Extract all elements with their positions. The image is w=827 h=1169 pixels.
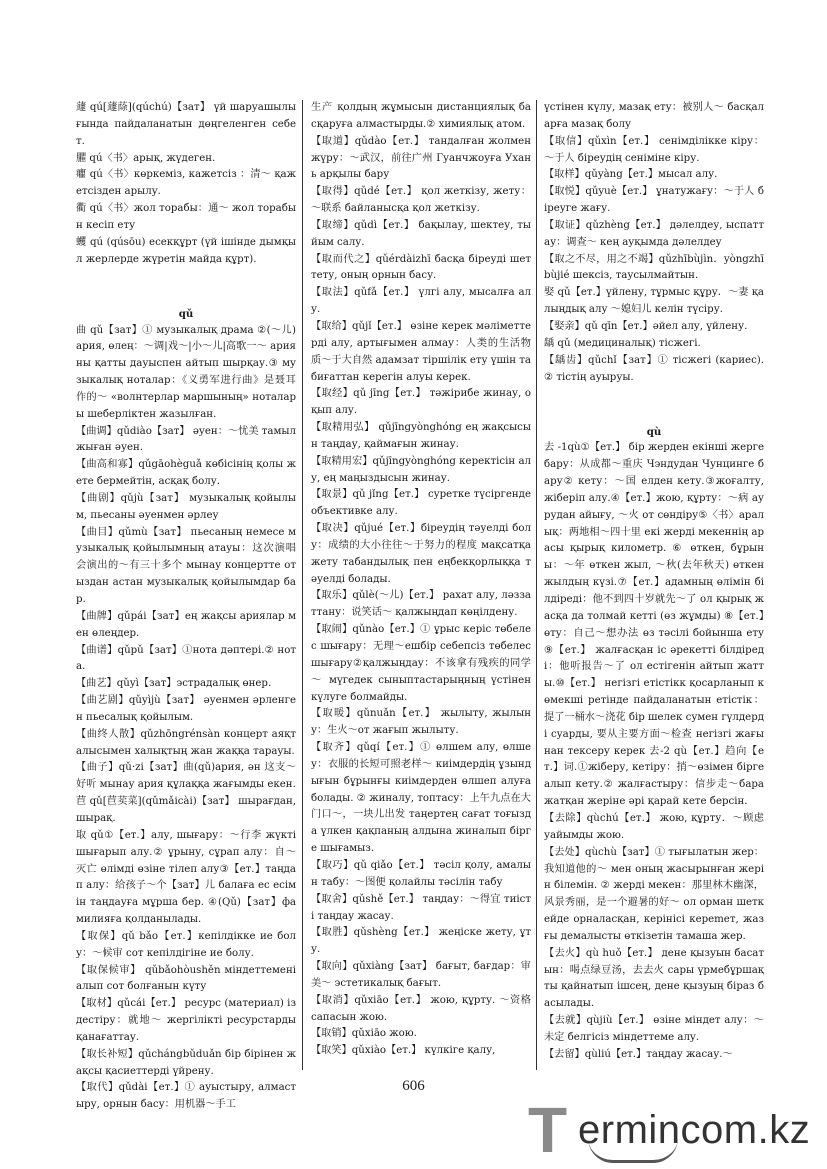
dictionary-entry: 【去处】qùchù【зат】① тығылатын жер：我知道他的～ мен оның жасырынған жерін білемін. ② жерді мекен：那里林木幽深，风景秀丽，是一个避暑的好～ ол орман шеткейде орналасқан, керінісі кереmет, жазғы демалысты өткізетін тамаша жер. [544, 846, 764, 942]
dictionary-entry: 【去除】qùchú【ет.】 жою, құрту．～顾虑 уайымды жою. [544, 812, 764, 841]
dictionary-entry: 【曲终人散】qǔzhōngrénsàn концерт аяқталысымен халықтың жан жаққа тарауы. [76, 728, 296, 757]
dictionary-entry: 【取舍】qǔshě【ет.】 таңдау：～得宜 тиісті таңдау жасау. [311, 893, 531, 922]
logo-swoosh [588, 1138, 678, 1163]
spacer [544, 397, 764, 414]
dictionary-entry: 【取之不尽，用之不竭】qǔzhībùjìn．yòngzhībùjié шексіз, таусылмайтын. [544, 253, 764, 282]
dictionary-entry: 【娶亲】qǔ qīn【ет.】әйел алу, үйлену. [544, 320, 748, 332]
page-number: 606 [402, 1078, 425, 1094]
dictionary-entry: 【取保候审】 qǔbǎohòushěn міндеттемені алып сот болғанын күту [76, 964, 296, 993]
dictionary-entry: 癯 qú〈书〉көркеміз, кажетсіз ：清～ қажетсізден арылу. [76, 169, 296, 198]
dictionary-entry: 【取向】qǔxiàng【зат】 бағыт, бағдар：审美～ эстетикалық бағыт. [311, 961, 531, 989]
dictionary-entry: 【取材】qǔcái【ет.】 ресурс (материал) іздестіру：就地～ жергілікті ресурстарды қанағаттау. [76, 998, 296, 1043]
dictionary-entry: 娶 qǔ【ет.】үйлену, тұрмыс құру．～妻 қалыңдық алу ～媳妇儿 келін түсіру. [544, 287, 764, 316]
dictionary-entry: үстінен күлу, мазақ ету：被别人～ басқаларға мазақ болу [544, 102, 764, 130]
column-divider [536, 100, 537, 1070]
dictionary-entry: 苣 qǔ[苣荬菜](qǔmǎicài)【зат】 шырағдан, шырақ. [76, 796, 296, 824]
dictionary-entry: 【曲目】qǔmù【зат】 пьесаның немесе музыкалық қойылымның атауы：这次演唱会演出的～有三十多个 мынау концертте отыздан астан музыкалық қойылымдар бар. [76, 526, 296, 605]
dictionary-entry: 曲 qǔ【зат】① музыкалық драма ②(～儿) ария, өлең：～调|戏～|小～儿|高歌一～ арияны қатты дауыспен айтып шырқау.③ музыкалық ноталар：《义勇军进行曲》是聂耳作的～ «волнтерлар маршының» ноталары шеберліктен жазылған. [76, 324, 296, 420]
dictionary-entry: 【取缔】qǔdì【ет.】 бақылау, шектеу, тыйым салу. [311, 219, 531, 248]
dictionary-entry: 【取胜】qǔshèng【ет.】 жеңіске жету, ұту. [311, 927, 531, 956]
termincom-logo [528, 1094, 818, 1166]
dictionary-entry: 【去就】qùjiù【ет.】 өзіне міндет алу：～未定 белгісіз міндеттеме алу. [544, 1015, 764, 1043]
dictionary-entry: 【取样】qǔyàng【ет.】мысал алу. [544, 169, 718, 181]
dictionary-entry: 【曲剧】qǔjù【зат】 музыкалық қойылым, пьесаны әуенмен әрлеу [76, 492, 296, 521]
dictionary-entry: 衢 qú〈书〉жол торабы：通～ жол торабын кесіп ету [76, 203, 296, 231]
section-heading: qǔ [178, 307, 194, 320]
column-middle [311, 100, 531, 1100]
logo-letter-t: T [528, 1094, 568, 1166]
dictionary-entry: 【曲调】qǔdiào【зат】 әуен：～忧美 тамылжыған әуен. [76, 425, 296, 454]
dictionary-entry: 【取而代之】qǔérdàizhī басқа біреуді шеттету, оның орнын басу. [311, 253, 531, 282]
dictionary-entry: 臞 qú〈书〉арық, жүдеген. [76, 152, 216, 164]
dictionary-entry: 【取乐】qǔlè(～儿)【ет.】 рахат алу, ләззаттану：说笑话～ қалжыңдап көңілдену. [311, 590, 531, 619]
dictionary-entry: 龋 qǔ (медициналық) тісжегі. [544, 337, 701, 349]
dictionary-entry: 【取证】qǔzhèng【ет.】 дәлелдеу, ыспаттау：调查～ кең ауқымда дәлелдеу [544, 219, 764, 248]
dictionary-entry: 去 -1qù①【ет.】 бір жерден екінші жерге бару：从成都～重庆 Чэндудан Чунцинге бару② кету：～国 елден кету.③жоғалту, жіберіп алу.④【ет.】жою, құрту：～病 аурудан айығу, ～火 от сөндіру⑤〈书〉аралық：两地相～四十里 екі жерді мекеннің арасы қырық километр. ⑥ өткен, бұрыны：～年 өткен жыл, ～秋(去年秋天) өткен жылдың күзі.⑦【ет.】адамның өлімін білдіреді：他不到四十岁就先～了 ол қырық жасқа да толмай кетті (өз жұмды) ⑧【ет.】өту：自己～想办法 өз тәсілі бойынша ету ⑨【ет.】 жалғасқан іс әрекетті білдіреді：他听报告～了 ол естігенін айтып жатты.⑩【ет.】 негізгі етістікк қосарланып көмекші ретінде пайдаланатын етістік：提了一桶水～浇花 бір шелек сумен гүлдерді суарды, 要从主要方面～检查 негізгі жағынан тексеру керек 去-2 qù【ет.】趋向【ет.】词.①жіберу, кетіру：捎～өзімен бірге алып кету.② жалғастыру：信步走～бара жатқан жеріне әрі қарай кете берсін. [544, 442, 764, 808]
dictionary-entry: 【取经】qǔ jīng【ет.】 тәжірибе жинау, оқып алу. [311, 388, 531, 417]
dictionary-entry: 【去火】qù huǒ【ет.】 дене қызуын басатын：喝点绿豆汤，去去火 сары үрмебұршақты қайнатып ішсең, дене қызуың біраз басылады. [544, 947, 764, 1010]
dictionary-entry: 取 qǔ①【ет.】алу, шығару：～行李 жүкті шығарып алу.② ұрыну, сұрап алу：自～灭亡 өлімді өзіне тілеп алу③【ет.】таңдап алу：给孩子～个【зат】儿 балаға ес есімін таңдауға мұрша бер. ④(Qǔ)【зат】фамилияға қолданылады. [76, 829, 296, 926]
dictionary-entry: 【曲艺剧】qǔyìjù【зат】 әуенмен әрленген пьесалық қойылым. [76, 695, 296, 723]
column-divider [302, 100, 303, 1070]
dictionary-entry: 蘧 qú[蘧蒢](qúchú)【зат】 үй шаруашылығында пайдаланатын дөңгеленген себет. [76, 102, 296, 147]
dictionary-entry: 【取信】qǔxìn【ет.】 сенімділікке кіру：～于人 біреудің сеніміне кіру. [544, 135, 764, 164]
dictionary-entry: 【取精用宏】qǔjīngyònghóng керектісін алу, ең маңыздысын жинау. [311, 455, 531, 484]
dictionary-entry: 【曲高和寡】qǔgāohèguǎ көбісінің қолы жете бермейтін, асқақ болу. [76, 459, 296, 488]
column-left [76, 100, 296, 1111]
column-right [544, 100, 764, 1100]
dictionary-entry: 【取销】qǔxiāo жою. [311, 1028, 417, 1040]
dictionary-entry: 蠼 qú (qúsōu) есекқұрт (үй ішінде дымқыл жерлерде жүретін майда құрт). [76, 236, 296, 265]
dictionary-entry: 【取巧】qǔ qiǎo【ет.】 тәсіл қолу, амалын табу：～图便 қолайлы тәсілін табу [311, 859, 531, 888]
dictionary-entry: 【取道】qǔdào【ет.】 тандалған жолмен жүру：～武汉，前往广州 Гуанчжоуға Ухань арқылы бару [311, 135, 531, 181]
dictionary-entry: 【取悦】qǔyuè【ет.】 ұнатужағу：～于人 біреуге жағу. [544, 186, 764, 215]
dictionary-entry: 【取景】qǔ jǐng【ет.】 суретке түсіргенде объективке алу. [311, 489, 531, 518]
dictionary-entry: 【取决】qǔjué【ет.】біреудің тәуелді болу：成绩的大小往往～于努力的程度 мақсатқа жету табандылық пен еңбекқорлыққа тәуелді болады. [311, 523, 531, 585]
dictionary-entry: 【取齐】qǔqí【ет.】① өлшем алу, өлшеу：衣服的长短可照老样～ киімдердің ұзындығын бұрынғы киімдерден өлшеп алуға болады. ② жиналу, топтасу：上午九点在大门口～，一块儿出发 таңертең сағат тоғызда үлкен қақпаның алдына жиналып бірге шығамыз. [311, 742, 531, 855]
dictionary-entry: 【曲牌】qǔpái【зат】ең жақсы ариялар мен өлеңдер. [76, 610, 296, 639]
dictionary-entry: 【去留】qùliú【ет.】таңдау жасау.～ [544, 1048, 733, 1060]
dictionary-entry: 【取精用弘】 qǔjīngyònghóng ең жақсысын таңдау, қаймағын жинау. [311, 422, 531, 450]
dictionary-entry: 【取法】qǔfǎ【ет.】 үлгі алу, мысалға алу. [311, 287, 531, 316]
dictionary-entry: 【取闹】qǔnào【ет.】① ұрыс керіс төбелес шығару：无理～ешбір себепсіз төбелес шығару②қалжыңдау：不该拿有残疾的同学～ мүгедек сыныптастарыңның үстінен күлуге болмайды. [311, 624, 531, 703]
dictionary-entry: 【取长补短】qǔchángbǔduǎn бір бірінен жақсы қасиеттерді үйрену. [76, 1048, 296, 1077]
dictionary-entry: 【曲谱】qǔpǔ【зат】①нота дәптері.② нота. [76, 644, 296, 673]
spacer [76, 279, 296, 296]
section-heading: qù [646, 425, 662, 438]
dictionary-entry: 【取暖】qǔnuǎn【ет.】 жылыту, жылыну：生火～от жағып жылыту. [311, 708, 531, 737]
logo-text: ermincom.kz [578, 1108, 811, 1152]
dictionary-entry: 【曲艺】qǔyì【зат】эстрадалық өнер. [76, 678, 272, 690]
dictionary-entry: 【龋齿】qǔchǐ【зат】① тісжегі (кариес).② тістің ауыруы. [544, 354, 764, 383]
dictionary-entry: 【取笑】qǔxiào【ет.】 күлкіге қалу, [311, 1045, 496, 1057]
dictionary-entry: 【取得】qǔdé【ет.】 қол жеткізу, жету：～联系 байланысқа қол жеткізу. [311, 186, 531, 215]
dictionary-entry: 【曲子】qǔ·zi【зат】曲(qǔ)ария, ән 这支～好听 мынау ария құлаққа жағымды екен. [76, 762, 296, 791]
dictionary-entry: 【取给】qǔjǐ【ет.】 өзіне керек мәліметтерді алу, артығымен алмау：人类的生活物质～于大自然 адамзат тіршілік ету үшін табиғаттан керегін алуы керек. [311, 320, 531, 383]
dictionary-entry: 生产 қолдың жұмысын дистанциялық басқаруға алмастырды.② химиялық атом. [311, 102, 531, 130]
dictionary-entry: 【取消】qǔxiāo【ет.】 жою, құрту. ～资格 сапасын жою. [311, 994, 531, 1023]
dictionary-entry: 【取代】qǔdài【ет.】① ауыстыру, алмастыру, орнын басу：用机器～手工 [76, 1082, 296, 1111]
dictionary-entry: 【取保】qǔ bǎo【ет.】кепілдікке ие болу：～候审 сот кепілдігіне ие болу. [76, 930, 296, 959]
